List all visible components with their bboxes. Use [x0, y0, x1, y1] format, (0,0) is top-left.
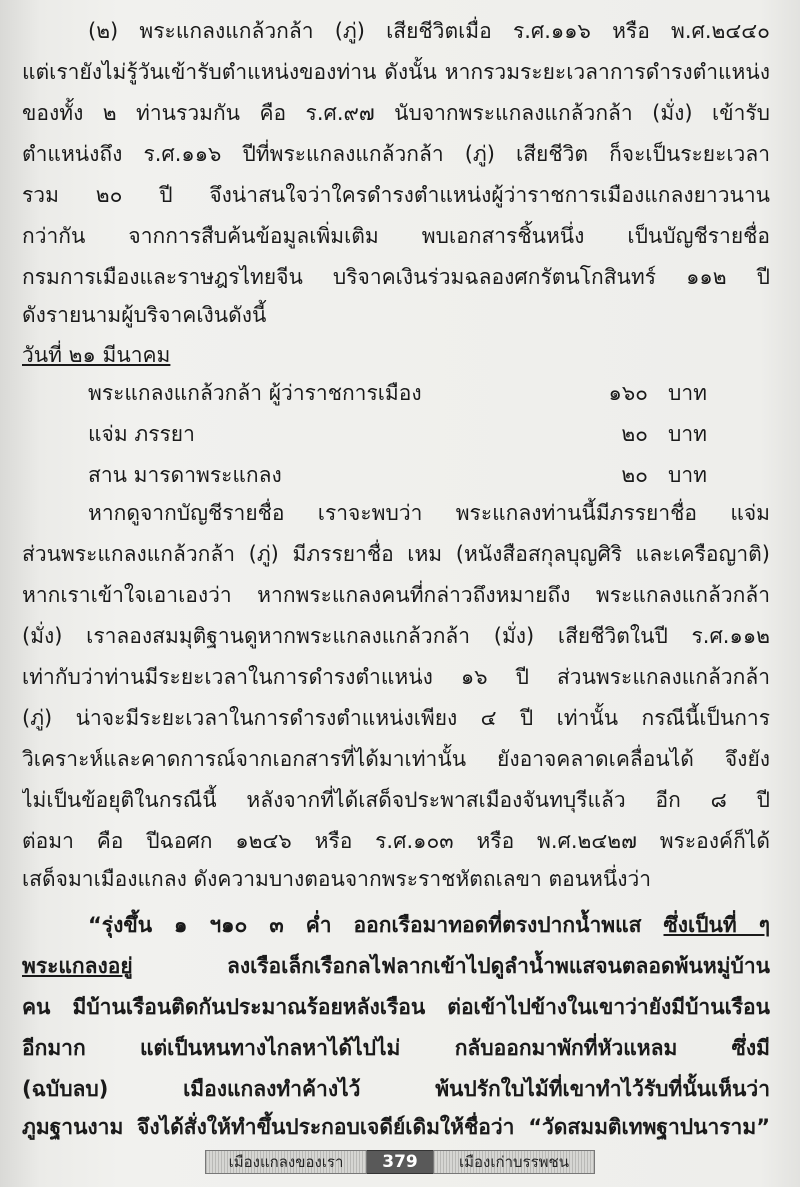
donation-row — [88, 376, 730, 412]
text-line: กว่ากัน จากการสืบค้นข้อมูลเพิ่มเติม พบเอกสารชิ้นหนึ่ง เป็นบัญชีรายชื่อ — [22, 224, 770, 248]
date-heading: วันที่ ๒๑ มีนาคม — [22, 343, 171, 367]
donation-unit: บาท — [668, 422, 707, 446]
text-line: ไม่เป็นข้อยุติในกรณีนี้ หลังจากที่ได้เสด็จประพาสเมืองจันทบุรีแล้ว อีก ๘ ปี — [22, 788, 770, 812]
footer-book-title: เมืองแกลงของเรา — [205, 1150, 367, 1174]
text-line: เสด็จมาเมืองแกลง ดังความบางตอนจากพระราชหัตถเลขา ตอนหนึ่งว่า — [22, 867, 652, 891]
text-line: (ภู่) น่าจะมีระยะเวลาในการดำรงตำแหน่งเพียง ๔ ปี เท่านั้น กรณีนี้เป็นการ — [22, 706, 770, 730]
quote-line: อีกมาก แต่เป็นหนทางไกลหาได้ไปไม่ กลับออกมาพักที่หัวแหลม ซึ่งมี — [22, 1036, 770, 1060]
quote-text: “รุ่งขึ้น ๑ ฯ๑๐ ๓ ค่ำ ออกเรือมาทอดที่ตรงปากน้ำพแส — [88, 913, 664, 937]
donor-name: สาน มารดาพระแกลง — [88, 463, 282, 487]
page-footer — [205, 1150, 595, 1174]
donation-row — [88, 458, 730, 494]
donation-amount: ๑๖๐ — [608, 381, 648, 405]
text-line: ตำแหน่งถึง ร.ศ.๑๑๖ ปีที่พระแกลงแกล้วกล้า (ภู่) เสียชีวิต ก็จะเป็นระยะเวลา — [22, 142, 770, 166]
text-line: กรมการเมืองและราษฎรไทยจีน บริจาคเงินร่วมฉลองศกรัตนโกสินทร์ ๑๑๒ ปี — [22, 265, 770, 289]
text-line: ส่วนพระแกลงแกล้วกล้า (ภู่) มีภรรยาชื่อ เหม (หนังสือสกุลบุญศิริ และเครือญาติ) — [22, 542, 770, 566]
text-line: หากเราเข้าใจเอาเองว่า หากพระแกลงคนที่กล่าวถึงหมายถึง พระแกลงแกล้วกล้า — [22, 583, 770, 607]
text-line: (๒) พระแกลงแกล้วกล้า (ภู่) เสียชีวิตเมื่อ ร.ศ.๑๑๖ หรือ พ.ศ.๒๔๔๐ — [88, 19, 770, 43]
quote-line: คน มีบ้านเรือนติดกันประมาณร้อยหลังเรือน ต่อเข้าไปข้างในเขาว่ายังมีบ้านเรือน — [22, 995, 770, 1019]
text-line: แต่เรายังไม่รู้วันเข้ารับตำแหน่งของท่าน ดังนั้น หากรวมระยะเวลาการดำรงตำแหน่ง — [22, 60, 770, 84]
quote-line: ภูมฐานงาม จึงได้สั่งให้ทำขึ้นประกอบเจดีย์เดิมให้ชื่อว่า “วัดสมมติเทพฐาปนาราม” — [22, 1115, 770, 1139]
donation-row — [88, 417, 730, 453]
donor-name: พระแกลงแกล้วกล้า ผู้ว่าราชการเมือง — [88, 381, 422, 405]
donation-unit: บาท — [668, 463, 707, 487]
text-line: (มั่ง) เราลองสมมุติฐานดูหากพระแกลงแกล้วกล้า (มั่ง) เสียชีวิตในปี ร.ศ.๑๑๒ — [22, 624, 770, 648]
text-line: วิเคราะห์และคาดการณ์จากเอกสารที่ได้มาเท่านั้น ยังอาจคลาดเคลื่อนได้ จึงยัง — [22, 747, 770, 771]
text-line: หากดูจากบัญชีรายชื่อ เราจะพบว่า พระแกลงท่านนี้มีภรรยาชื่อ แจ่ม — [88, 501, 770, 525]
donation-amount: ๒๐ — [621, 422, 648, 446]
quote-line — [88, 908, 770, 944]
quote-text: ลงเรือเล็กเรือกลไฟลากเข้าไปดูลำน้ำพแสจนตลอดพ้นหมู่บ้าน — [132, 954, 770, 978]
quote-line: (ฉบับลบ) เมืองแกลงทำค้างไว้ พ้นปรักใบไม้ที่เขาทำไว้รับที่นั้นเห็นว่า — [22, 1077, 770, 1101]
quote-underlined-text: พระแกลงอยู่ — [22, 954, 133, 978]
footer-section-title: เมืองเก่าบรรพชน — [433, 1150, 595, 1174]
text-line: ของทั้ง ๒ ท่านรวมกัน คือ ร.ศ.๙๗ นับจากพระแกลงแกล้วกล้า (มั่ง) เข้ารับ — [22, 101, 770, 125]
text-line: เท่ากับว่าท่านมีระยะเวลาในการดำรงตำแหน่ง ๑๖ ปี ส่วนพระแกลงแกล้วกล้า — [22, 665, 770, 689]
donor-name: แจ่ม ภรรยา — [88, 422, 195, 446]
quote-line — [22, 949, 770, 985]
donation-unit: บาท — [668, 381, 707, 405]
text-line: รวม ๒๐ ปี จึงน่าสนใจว่าใครดำรงตำแหน่งผู้ว่าราชการเมืองแกลงยาวนาน — [22, 183, 770, 207]
page-number: 379 — [367, 1150, 433, 1174]
text-line: ดังรายนามผู้บริจาคเงินดังนี้ — [22, 303, 267, 327]
quote-underlined-text: ซึ่งเป็นที่ ๆ — [663, 913, 770, 937]
text-line: ต่อมา คือ ปีฉอศก ๑๒๔๖ หรือ ร.ศ.๑๐๓ หรือ พ.ศ.๒๔๒๗ พระองค์ก็ได้ — [22, 829, 770, 853]
donation-amount: ๒๐ — [621, 463, 648, 487]
